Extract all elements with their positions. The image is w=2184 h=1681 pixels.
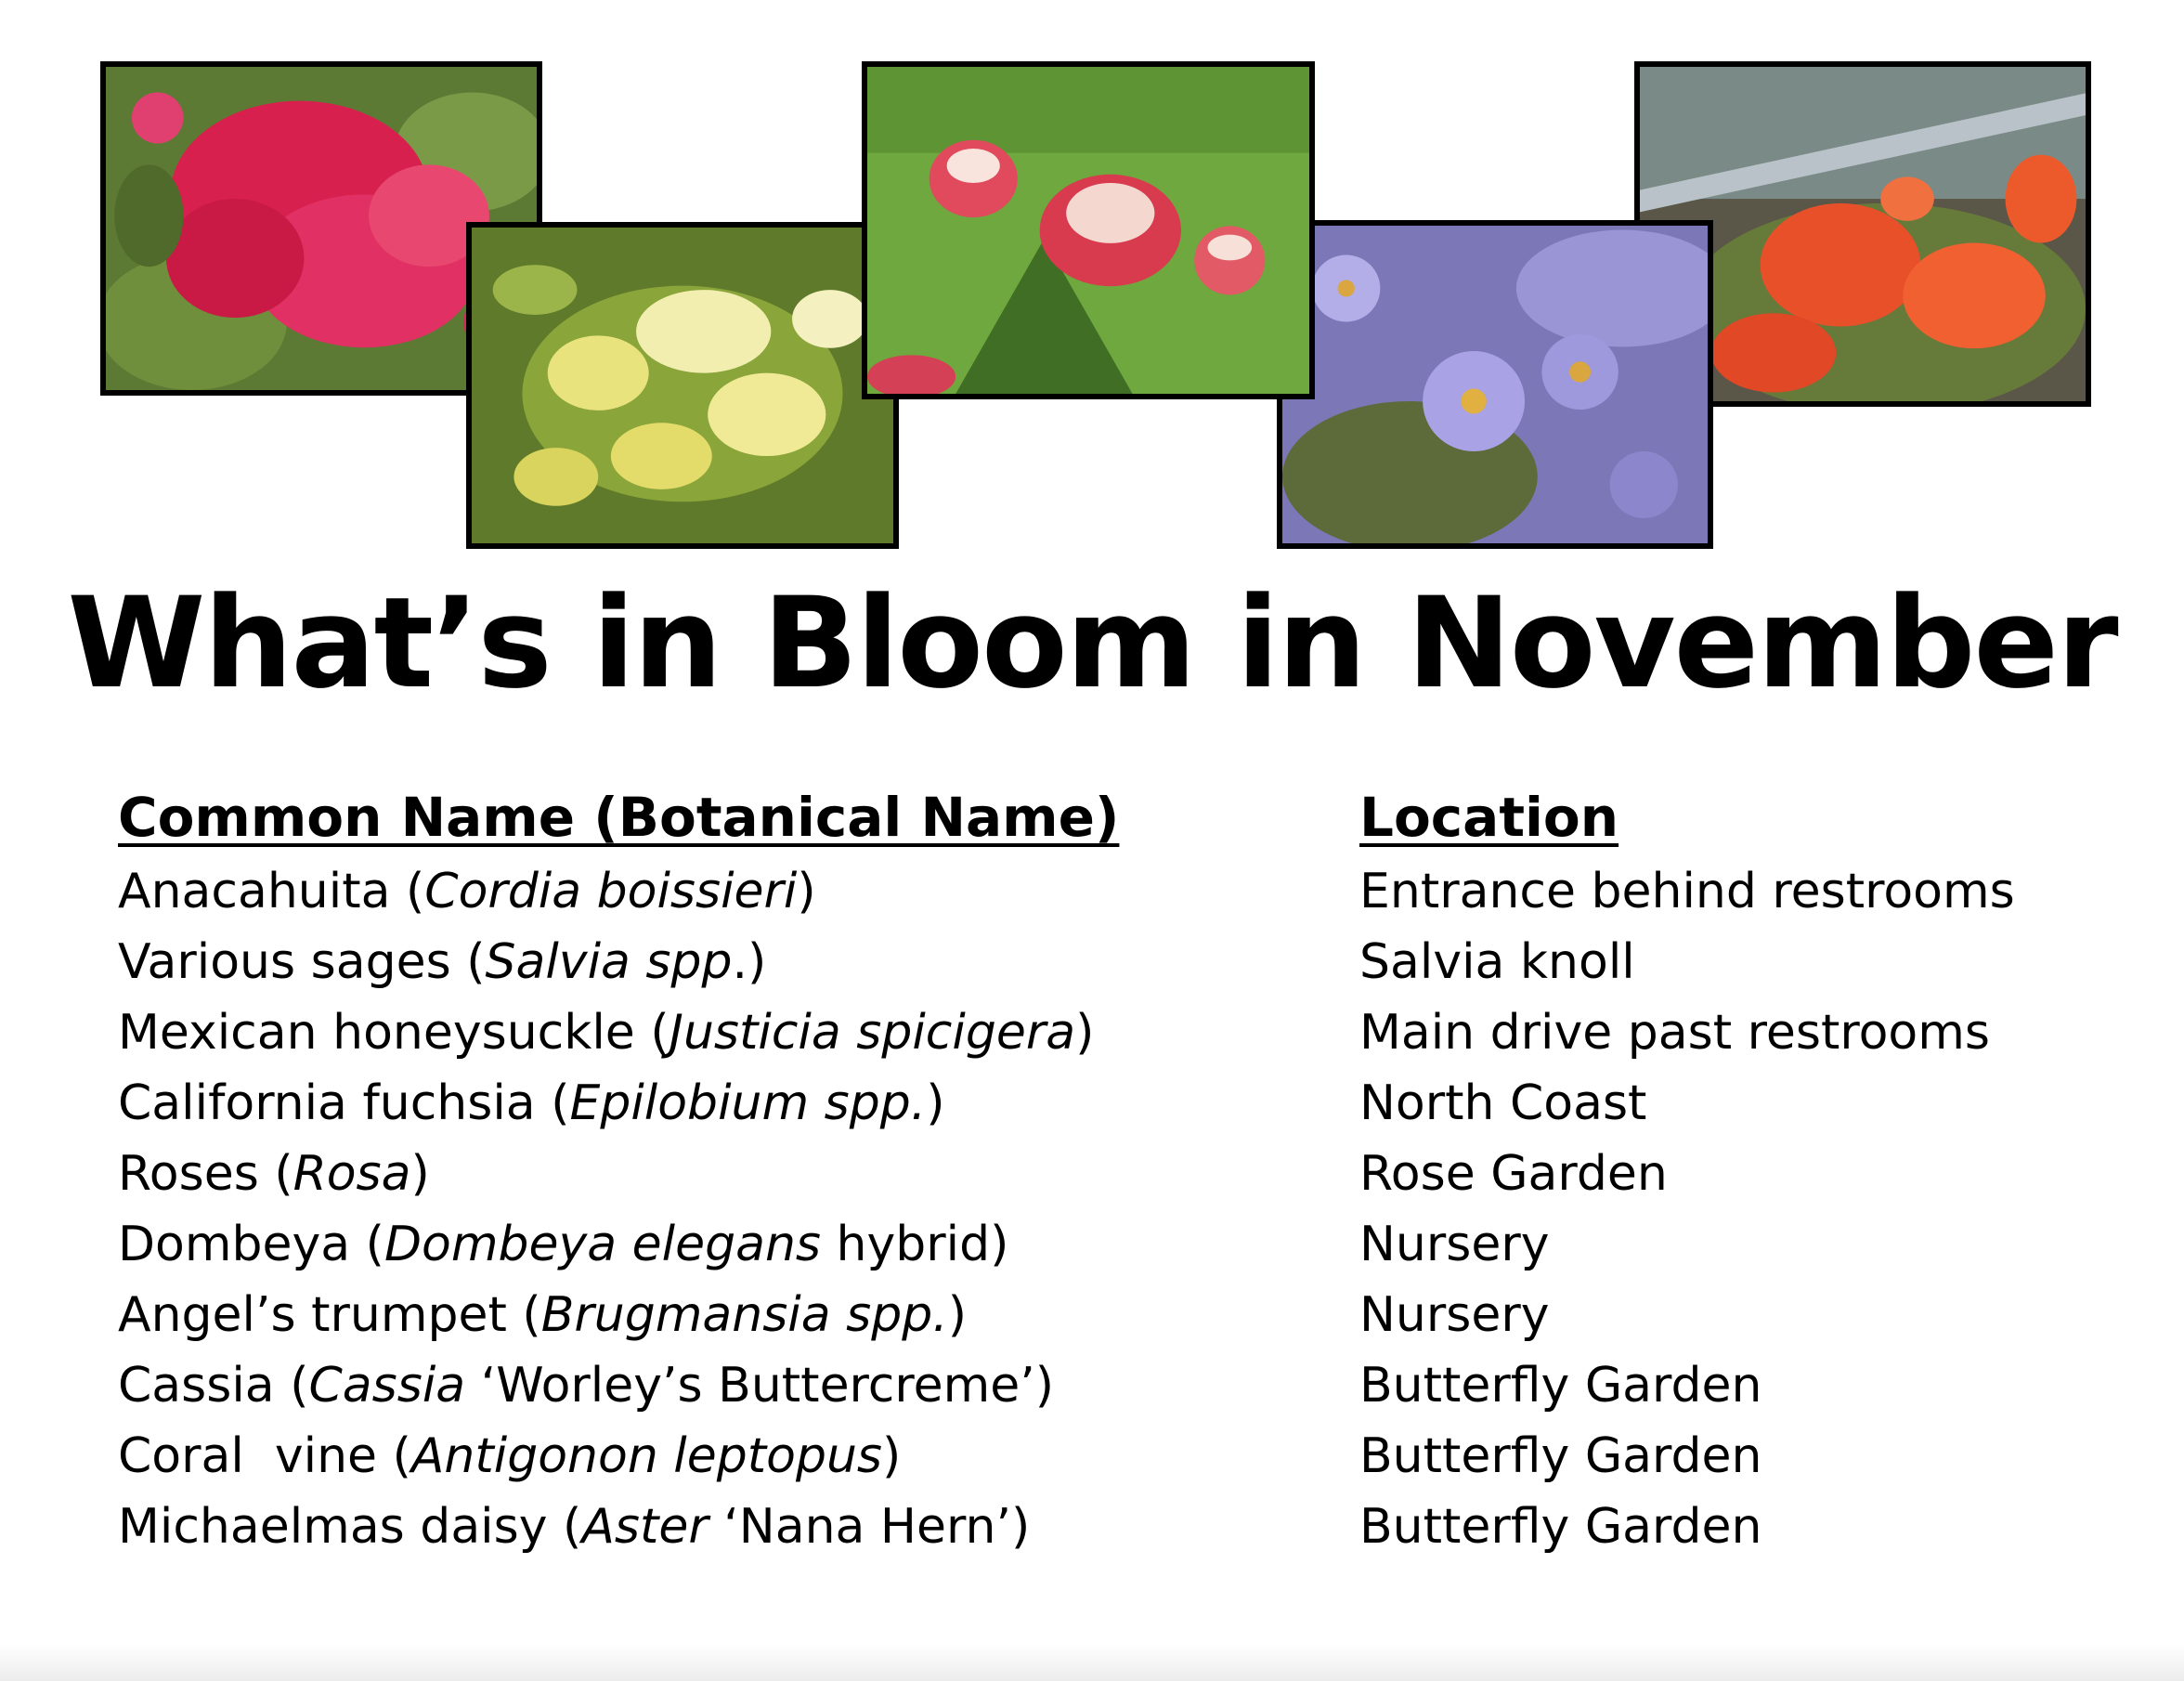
- common-name: Dombeya (: [118, 1217, 384, 1272]
- name-suffix: ): [926, 1075, 945, 1131]
- plant-name-row: [118, 1209, 1119, 1280]
- location-row: Entrance behind restrooms: [1359, 864, 2015, 919]
- plant-name-row: [118, 1139, 1119, 1209]
- common-name: Angel’s trumpet (: [118, 1287, 541, 1343]
- plant-name-row: [118, 1421, 1119, 1492]
- plant-name-list: [118, 856, 1119, 1562]
- name-suffix: ‘Nana Hern’): [708, 1499, 1031, 1555]
- michaelmas-daisy-photo: [1277, 220, 1713, 549]
- page-bottom-edge: [0, 1644, 2184, 1681]
- name-suffix: ): [882, 1428, 902, 1484]
- botanical-name: Dombeya elegans: [384, 1217, 821, 1272]
- cassia-photo: [466, 222, 899, 549]
- common-name: Michaelmas daisy (: [118, 1499, 582, 1555]
- common-name: Roses (: [118, 1146, 293, 1202]
- plant-name-row: [118, 1492, 1119, 1562]
- location-row: Butterfly Garden: [1359, 1499, 1762, 1555]
- botanical-name: Epilobium spp.: [569, 1075, 927, 1131]
- botanical-name: Cordia boissieri: [424, 864, 798, 919]
- botanical-name: Aster: [581, 1499, 708, 1555]
- location-row: North Coast: [1359, 1075, 1647, 1131]
- location-row: Main drive past restrooms: [1359, 1005, 1990, 1061]
- location-row: Salvia knoll: [1359, 934, 1635, 990]
- common-name-header: Common Name (Botanical Name): [118, 786, 1120, 849]
- common-name: Anacahuita (: [118, 864, 425, 919]
- name-suffix: ): [410, 1146, 430, 1202]
- location-header: Location: [1359, 786, 1619, 849]
- botanical-name: Cassia: [308, 1358, 466, 1414]
- location-column: [1359, 782, 2015, 1562]
- botanical-name: Justicia spicigera: [669, 1005, 1076, 1061]
- common-name: Cassia (: [118, 1358, 309, 1414]
- location-row: Rose Garden: [1359, 1146, 1668, 1202]
- location-row: Nursery: [1359, 1287, 1550, 1343]
- plant-name-row: [118, 927, 1119, 997]
- common-name: California fuchsia (: [118, 1075, 570, 1131]
- name-suffix: ): [1075, 1005, 1095, 1061]
- common-name-column: [118, 782, 1119, 1562]
- plant-name-row: [118, 1350, 1119, 1421]
- botanical-name: Brugmansia spp.: [540, 1287, 948, 1343]
- name-suffix: ): [797, 864, 816, 919]
- location-list: [1359, 856, 2015, 1562]
- common-name: Coral vine (: [118, 1428, 411, 1484]
- plant-name-row: [118, 1280, 1119, 1350]
- common-name: Mexican honeysuckle (: [118, 1005, 670, 1061]
- location-row: Nursery: [1359, 1217, 1550, 1272]
- name-suffix: ): [947, 1287, 968, 1343]
- location-row: Butterfly Garden: [1359, 1358, 1762, 1414]
- page-title: What’s in Bloom in November: [67, 570, 2117, 716]
- botanical-name: Antigonon leptopus: [410, 1428, 883, 1484]
- name-suffix: hybrid): [821, 1217, 1009, 1272]
- plant-name-row: [118, 997, 1119, 1068]
- botanical-name: Rosa: [292, 1146, 411, 1202]
- plant-name-row: [118, 856, 1119, 927]
- plant-name-row: [118, 1068, 1119, 1139]
- name-suffix: .): [732, 934, 767, 990]
- common-name: Various sages (: [118, 934, 486, 990]
- roses-photo: [862, 61, 1315, 399]
- botanical-name: Salvia spp: [485, 934, 733, 990]
- name-suffix: ‘Worley’s Buttercreme’): [465, 1358, 1055, 1414]
- location-row: Butterfly Garden: [1359, 1428, 1762, 1484]
